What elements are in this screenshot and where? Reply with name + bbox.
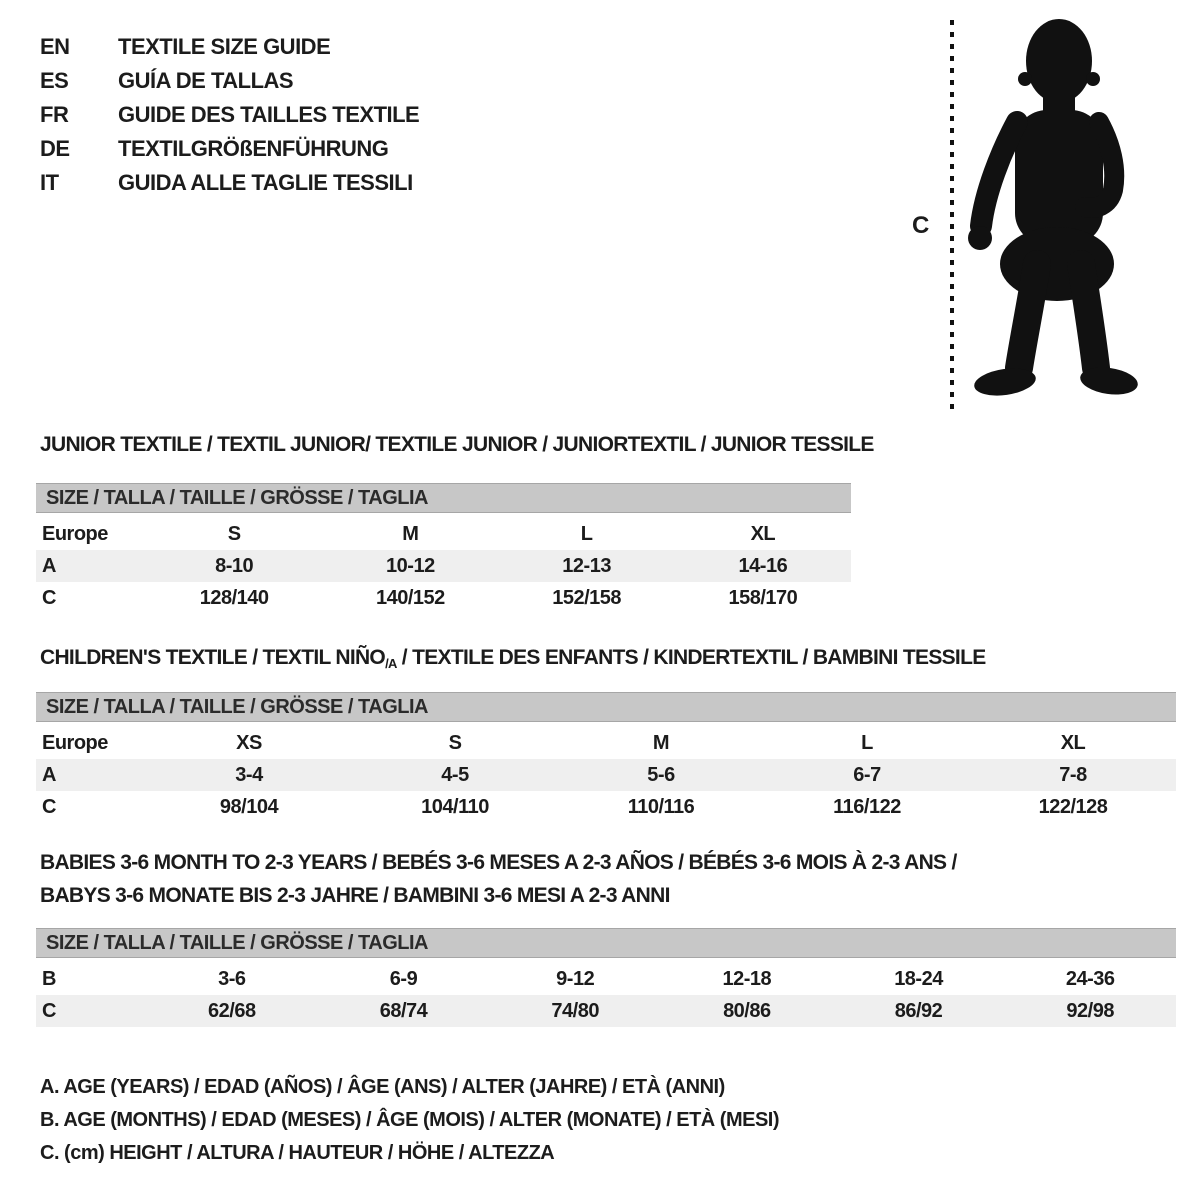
table-cell: 10-12 [386,554,435,577]
language-row [40,30,419,64]
table-cell: L [580,522,593,545]
language-row [40,166,419,200]
table-cell: 7-8 [1059,763,1087,786]
row-label: Europe [42,522,108,545]
table-cell: 12-18 [722,967,772,990]
children-size-table [36,692,1176,823]
row-label: A [42,554,56,577]
table-cell: 158/170 [728,586,798,609]
babies-title-line1: BABIES 3-6 MONTH TO 2-3 YEARS / BEBÉS 3-6 MESES A 2-3 AÑOS / BÉBÉS 3-6 MOIS À 2-3 ANS / [40,851,957,874]
babies-table-body [36,963,1176,1027]
table-cell: XS [236,731,262,754]
table-cell: 8-10 [215,554,254,577]
table-row [36,550,851,582]
table-row [36,759,1176,791]
table-cell: 5-6 [647,763,675,786]
measurement-legend [40,1071,779,1170]
table-cell: 116/122 [833,795,901,818]
table-cell: 74/80 [551,999,599,1022]
children-title-prefix: CHILDREN'S TEXTILE / TEXTIL NIÑO [40,646,386,669]
table-cell: 12-13 [562,554,611,577]
size-header-bar: SIZE / TALLA / TAILLE / GRÖSSE / TAGLIA [36,928,1176,958]
table-cell: 6-9 [389,967,418,990]
table-cell: 80/86 [723,999,771,1022]
table-cell: 68/74 [379,999,428,1022]
language-row [40,132,419,166]
table-cell: 14-16 [738,554,788,577]
table-cell: 18-24 [894,967,943,990]
table-cell: XL [1060,731,1086,754]
table-cell: 6-7 [853,763,881,786]
language-title-list [40,30,419,200]
measurement-figure [915,12,1155,414]
table-cell: 62/68 [208,999,256,1022]
table-row [36,791,1176,823]
table-cell: S [227,522,241,545]
row-label: C [42,795,56,818]
table-cell: 86/92 [894,999,943,1022]
table-cell: 3-4 [235,763,263,786]
toddler-figure [968,19,1140,399]
table-cell: M [402,522,419,545]
table-cell: 110/116 [627,795,695,818]
guide-title: TEXTILGRÖßENFÜHRUNG [118,136,389,161]
language-row [40,64,419,98]
guide-title: GUIDE DES TAILLES TEXTILE [118,102,420,127]
children-title-subscript: /A [385,656,397,671]
table-cell: 128/140 [199,586,269,609]
table-cell: 24-36 [1065,967,1115,990]
language-code: FR [40,102,69,127]
legend-line-a: A. AGE (YEARS) / EDAD (AÑOS) / ÂGE (ANS) / ALTER (JAHRE) / ETÀ (ANNI) [40,1076,725,1098]
size-header-bar: SIZE / TALLA / TAILLE / GRÖSSE / TAGLIA [36,692,1176,722]
table-cell: 122/128 [1038,795,1108,818]
table-cell: 140/152 [375,586,445,609]
junior-section-title: JUNIOR TEXTILE / TEXTIL JUNIOR/ TEXTILE JUNIOR / JUNIORTEXTIL / JUNIOR TESSILE [40,433,874,456]
row-label: A [42,763,56,786]
guide-title: GUÍA DE TALLAS [118,68,294,93]
table-cell: S [448,731,462,754]
table-columns-row [36,727,1176,759]
table-cell: 92/98 [1066,999,1114,1022]
table-cell: XL [750,522,776,545]
language-code: ES [40,68,69,93]
table-cell: 4-5 [441,763,469,786]
children-section-title [40,646,986,671]
language-code: EN [40,34,70,59]
children-title-suffix: / TEXTILE DES ENFANTS / KINDERTEXTIL / BAMBINI TESSILE [396,646,986,669]
row-label: B [42,967,56,990]
children-table-body [36,727,1176,823]
babies-title-line2: BABYS 3-6 MONATE BIS 2-3 JAHRE / BAMBINI 3-6 MESI A 2-3 ANNI [40,884,670,907]
size-header-bar: SIZE / TALLA / TAILLE / GRÖSSE / TAGLIA [36,483,851,513]
legend-line-c: C. (cm) HEIGHT / ALTURA / HAUTEUR / HÖHE / ALTEZZA [40,1142,555,1164]
row-label: Europe [42,731,108,754]
row-label: C [42,999,56,1022]
table-columns-row [36,518,851,550]
table-cell: L [861,731,873,754]
legend-line-b: B. AGE (MONTHS) / EDAD (MESES) / ÂGE (MOIS) / ALTER (MONATE) / ETÀ (MESI) [40,1109,780,1131]
guide-title: TEXTILE SIZE GUIDE [118,34,331,59]
table-cell: 152/158 [552,586,622,609]
table-cell: M [652,731,670,754]
table-row [36,995,1176,1027]
language-row [40,98,419,132]
table-cell: 3-6 [218,967,246,990]
toddler-silhouette [915,12,1155,414]
babies-size-table [36,928,1176,1027]
guide-title: GUIDA ALLE TAGLIE TESSILI [118,170,413,195]
babies-section-title [40,846,957,912]
table-row [36,963,1176,995]
junior-size-table [36,483,851,614]
height-measure-label: C [912,212,930,239]
language-code: DE [40,136,70,161]
table-cell: 9-12 [556,967,595,990]
table-cell: 98/104 [219,795,279,818]
language-code: IT [40,170,59,195]
table-row [36,582,851,614]
row-label: C [42,586,56,609]
junior-table-body [36,518,851,614]
table-cell: 104/110 [421,795,489,818]
